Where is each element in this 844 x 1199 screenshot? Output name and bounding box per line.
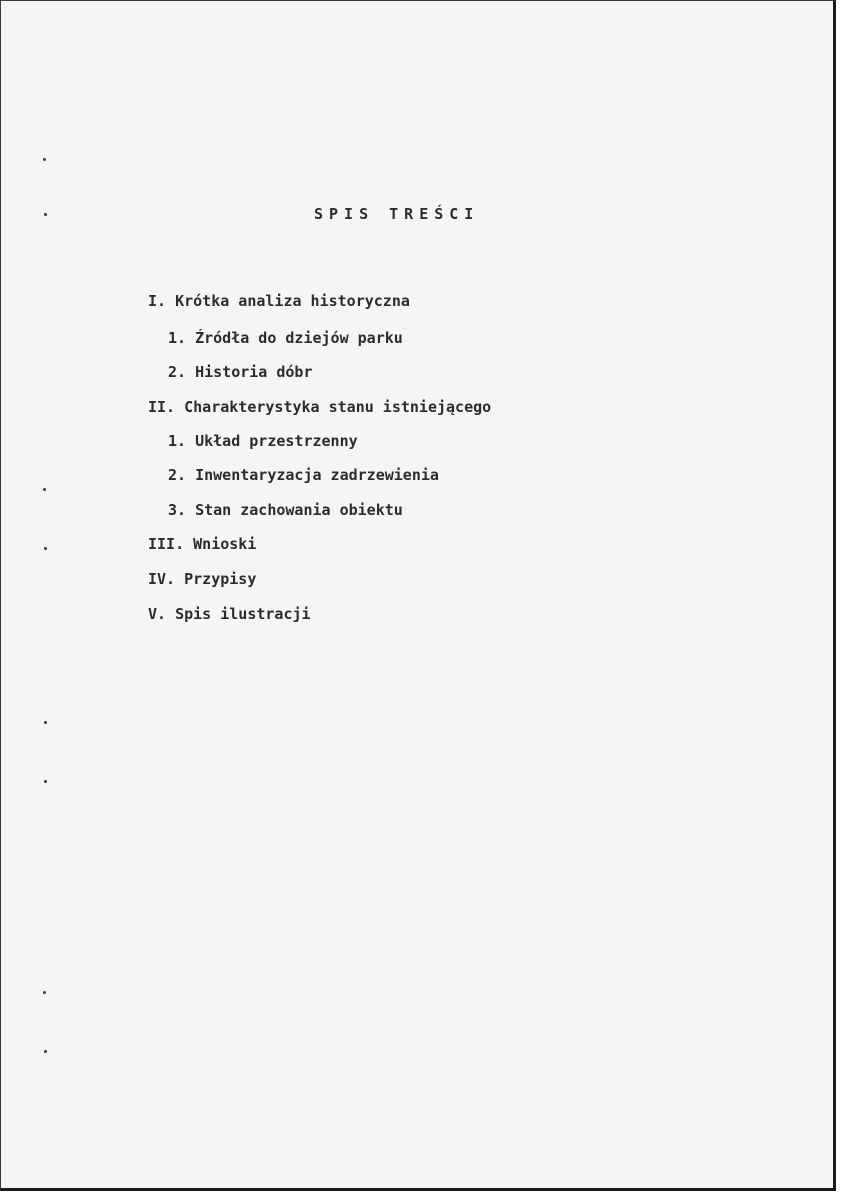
margin-speck (43, 488, 46, 491)
toc-subentry (168, 465, 439, 485)
toc-entry (148, 397, 491, 417)
toc-entry-number: II. (148, 398, 176, 416)
margin-speck (44, 721, 47, 724)
toc-entry (148, 291, 410, 311)
margin-speck (44, 547, 47, 550)
toc-entry-number: 2. (168, 466, 187, 484)
toc-entry-label: Stan zachowania obiektu (195, 501, 403, 519)
toc-entry-label: Charakterystyka stanu istniejącego (184, 398, 492, 416)
toc-entry-number: I. (148, 292, 167, 310)
toc-entry-number: 3. (168, 501, 187, 519)
toc-entry-number: 1. (168, 329, 187, 347)
toc-entry (148, 569, 256, 589)
toc-subentry (168, 431, 358, 451)
toc-entry-number: V. (148, 605, 167, 623)
toc-entry (148, 604, 311, 624)
toc-entry-number: III. (148, 535, 185, 553)
toc-entry-label: Przypisy (184, 570, 257, 588)
toc-entry-label: Układ przestrzenny (195, 432, 358, 450)
margin-speck (44, 780, 47, 783)
margin-speck (44, 1050, 47, 1053)
toc-entry-number: 2. (168, 363, 187, 381)
toc-entry-number: IV. (148, 570, 176, 588)
page-title: SPIS TREŚCI (314, 205, 480, 223)
margin-speck (43, 158, 46, 161)
toc-entry-label: Krótka analiza historyczna (175, 292, 410, 310)
toc-entry-label: Inwentaryzacja zadrzewienia (195, 466, 439, 484)
toc-subentry (168, 500, 403, 520)
toc-subentry (168, 328, 403, 348)
margin-speck (43, 991, 46, 994)
toc-entry-number: 1. (168, 432, 187, 450)
margin-speck (44, 213, 47, 216)
toc-entry-label: Wnioski (193, 535, 257, 553)
toc-subentry (168, 362, 313, 382)
toc-entry-label: Historia dóbr (195, 363, 313, 381)
toc-entry-label: Źródła do dziejów parku (195, 329, 403, 347)
toc-entry-label: Spis ilustracji (175, 605, 311, 623)
toc-entry (148, 534, 256, 554)
